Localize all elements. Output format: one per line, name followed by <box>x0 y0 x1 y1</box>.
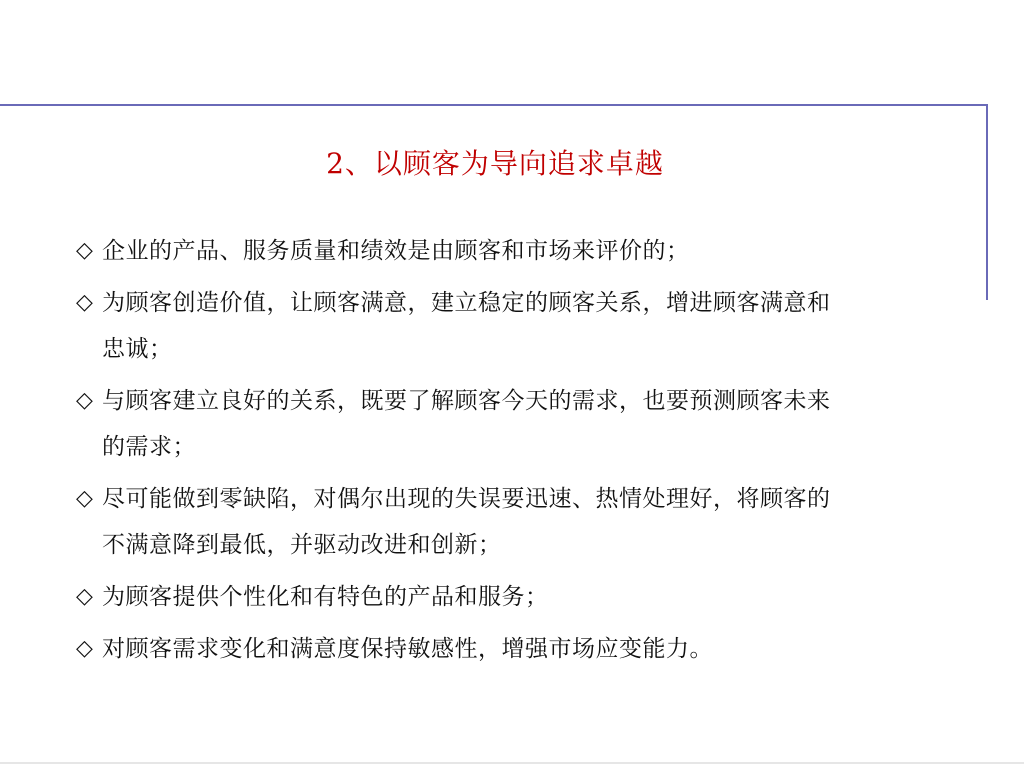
bullet-item <box>76 228 994 274</box>
diamond-bullet-icon: ◇ <box>76 584 94 609</box>
frame-bottom-line <box>0 762 1024 764</box>
diamond-bullet-icon: ◇ <box>76 290 94 315</box>
bullet-text-line1: 与顾客建立良好的关系，既要了解顾客今天的需求，也要预测顾客未来 <box>102 388 831 414</box>
bullet-item <box>76 574 994 620</box>
diamond-bullet-icon: ◇ <box>76 486 94 511</box>
bullet-text-line1: 企业的产品、服务质量和绩效是由顾客和市场来评价的； <box>102 238 690 264</box>
bullet-item <box>76 626 994 672</box>
frame-top-line <box>0 104 988 106</box>
bullet-item <box>76 378 994 470</box>
bullet-text-line2: 不满意降到最低，并驱动改进和创新； <box>102 532 502 558</box>
slide-title: 2、以顾客为导向追求卓越 <box>326 147 664 180</box>
bullet-text-line1: 尽可能做到零缺陷，对偶尔出现的失误要迅速、热情处理好，将顾客的 <box>102 486 831 512</box>
diamond-bullet-icon: ◇ <box>76 636 94 661</box>
bullet-item <box>76 476 994 568</box>
bullet-text-line1: 对顾客需求变化和满意度保持敏感性，增强市场应变能力。 <box>102 636 713 662</box>
bullet-list <box>76 228 994 678</box>
bullet-item <box>76 280 994 372</box>
bullet-text-line1: 为顾客创造价值，让顾客满意，建立稳定的顾客关系，增进顾客满意和 <box>102 290 831 316</box>
diamond-bullet-icon: ◇ <box>76 388 94 413</box>
diamond-bullet-icon: ◇ <box>76 238 94 263</box>
bullet-text-line2: 忠诚； <box>102 336 173 362</box>
bullet-text-line1: 为顾客提供个性化和有特色的产品和服务； <box>102 584 549 610</box>
bullet-text-line2: 的需求； <box>102 434 196 460</box>
